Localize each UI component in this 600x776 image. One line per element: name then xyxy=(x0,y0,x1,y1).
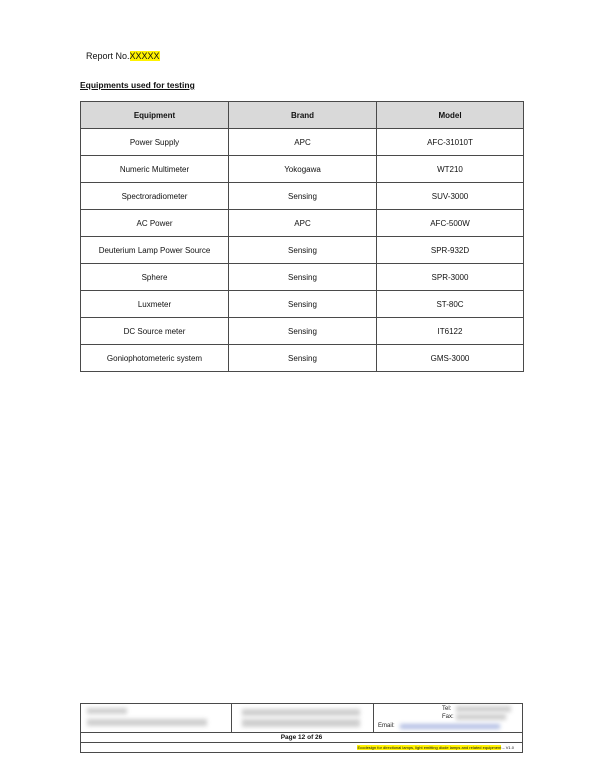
table-row xyxy=(81,156,524,183)
cell-brand: Sensing xyxy=(229,264,377,291)
table-row xyxy=(81,129,524,156)
footer-info-row xyxy=(80,703,523,733)
footer-disclaimer-row xyxy=(80,743,523,753)
table-header-row xyxy=(81,102,524,129)
cell-model: AFC-31010T xyxy=(377,129,524,156)
cell-model: SPR-932D xyxy=(377,237,524,264)
table-row xyxy=(81,264,524,291)
cell-model: SUV-3000 xyxy=(377,183,524,210)
cell-model: GMS-3000 xyxy=(377,345,524,372)
header-model: Model xyxy=(377,102,524,129)
cell-brand: Sensing xyxy=(229,291,377,318)
report-number-label: Report No. xyxy=(86,51,130,61)
cell-equipment: DC Source meter xyxy=(81,318,229,345)
table-row xyxy=(81,183,524,210)
report-number-line xyxy=(86,50,160,62)
header-brand: Brand xyxy=(229,102,377,129)
cell-equipment: Spectroradiometer xyxy=(81,183,229,210)
cell-brand: Sensing xyxy=(229,183,377,210)
table-row xyxy=(81,291,524,318)
cell-equipment: Goniophotometeric system xyxy=(81,345,229,372)
tel-label: Tel: xyxy=(442,706,452,712)
cell-brand: Sensing xyxy=(229,237,377,264)
cell-equipment: Sphere xyxy=(81,264,229,291)
cell-model: AFC-500W xyxy=(377,210,524,237)
header-equipment: Equipment xyxy=(81,102,229,129)
email-label: Email: xyxy=(378,723,395,729)
redacted-logo xyxy=(87,708,127,714)
table-row xyxy=(81,345,524,372)
footer-contact-cell xyxy=(374,704,522,732)
cell-equipment: Luxmeter xyxy=(81,291,229,318)
redacted-address-line xyxy=(242,719,360,727)
redacted-address-line xyxy=(242,709,360,716)
fax-label: Fax: xyxy=(442,714,454,720)
cell-equipment: AC Power xyxy=(81,210,229,237)
cell-equipment: Deuterium Lamp Power Source xyxy=(81,237,229,264)
disclaimer-text: Ecodesign for directional lamps, light emitting diode lamps and related equipment xyxy=(357,745,502,750)
footer-company-cell xyxy=(81,704,232,732)
equipment-table xyxy=(80,101,524,372)
cell-brand: Yokogawa xyxy=(229,156,377,183)
table-row xyxy=(81,210,524,237)
cell-equipment: Numeric Multimeter xyxy=(81,156,229,183)
cell-equipment: Power Supply xyxy=(81,129,229,156)
cell-brand: APC xyxy=(229,129,377,156)
cell-model: ST-80C xyxy=(377,291,524,318)
cell-brand: APC xyxy=(229,210,377,237)
cell-model: SPR-3000 xyxy=(377,264,524,291)
redacted-tel xyxy=(456,706,511,712)
redacted-email xyxy=(400,724,500,729)
cell-model: WT210 xyxy=(377,156,524,183)
cell-brand: Sensing xyxy=(229,318,377,345)
table-row xyxy=(81,237,524,264)
page-footer xyxy=(80,703,523,753)
cell-brand: Sensing xyxy=(229,345,377,372)
redacted-company-name xyxy=(87,719,207,726)
table-row xyxy=(81,318,524,345)
cell-model: IT6122 xyxy=(377,318,524,345)
report-number-value: XXXXX xyxy=(129,51,160,61)
redacted-fax xyxy=(456,714,506,720)
section-title: Equipments used for testing xyxy=(80,80,195,90)
page-number: Page 12 of 26 xyxy=(80,733,523,743)
footer-address-cell xyxy=(232,704,374,732)
version-text: – V1.0 xyxy=(501,745,514,750)
